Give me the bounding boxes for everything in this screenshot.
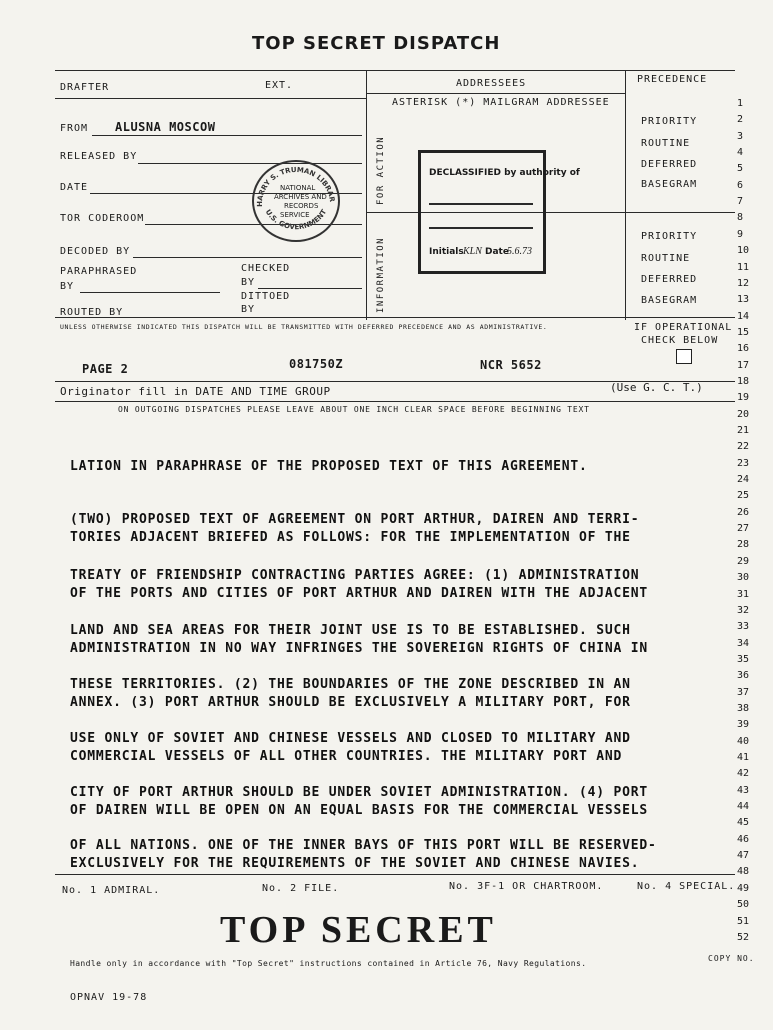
stamp-line-service: SERVICE [280, 211, 310, 219]
body-line-4: TREATY OF FRIENDSHIP CONTRACTING PARTIES AGREE: (1) ADMINISTRATION [70, 568, 640, 583]
form-top-rule [55, 70, 735, 71]
copy-2: No. 2 FILE. [262, 883, 340, 894]
date-stamp-label: Date [485, 247, 509, 257]
body-line-3: TORIES ADJACENT BRIEFED AS FOLLOWS: FOR THE IMPLEMENTATION OF THE [70, 530, 631, 545]
originator-note: Originator fill in DATE AND TIME GROUP [60, 385, 331, 398]
stamp-line-national: NATIONAL [280, 184, 316, 192]
stamp-ring-bottom: U.S. GOVERNMENT [263, 208, 329, 232]
line-number: 8 [737, 212, 744, 223]
dittoed-by-label: BY [241, 304, 256, 315]
line-number: 21 [737, 425, 750, 436]
prec-info-deferred: DEFERRED [641, 274, 698, 285]
body-line-11: COMMERCIAL VESSELS OF ALL OTHER COUNTRIES. THE MILITARY PORT AND [70, 749, 623, 764]
checked-label: CHECKED [241, 263, 291, 274]
line-number: 49 [737, 883, 750, 894]
line-number: 25 [737, 490, 750, 501]
line-number: 32 [737, 605, 750, 616]
copy-3: No. 3F-1 OR CHARTROOM. [449, 881, 604, 892]
date-label: DATE [60, 182, 89, 193]
line-number: 4 [737, 147, 744, 158]
line-number: 45 [737, 817, 750, 828]
line-number: 33 [737, 621, 750, 632]
line-number: 22 [737, 441, 750, 452]
form-bottom-rule [55, 317, 735, 318]
line-number: 23 [737, 458, 750, 469]
line-number: 7 [737, 196, 744, 207]
addressee-rule [366, 93, 625, 94]
ncr-number: NCR 5652 [480, 358, 542, 372]
operational-checkbox[interactable] [676, 349, 692, 364]
prec-info-priority: PRIORITY [641, 231, 698, 242]
top-secret-footer: TOP SECRET [220, 909, 497, 951]
ext-label: EXT. [265, 80, 294, 91]
line-number: 6 [737, 180, 744, 191]
operational-line-2: CHECK BELOW [641, 335, 719, 346]
released-by-label: RELEASED BY [60, 151, 138, 162]
outgoing-note: ON OUTGOING DISPATCHES PLEASE LEAVE ABOUT ONE INCH CLEAR SPACE BEFORE BEGINNING TEXT [118, 405, 590, 414]
addressees-label: ADDRESSEES [456, 78, 527, 89]
date-time-group: 081750Z [289, 357, 344, 371]
body-line-6: LAND AND SEA AREAS FOR THEIR JOINT USE IS TO BE ESTABLISHED. SUCH [70, 623, 631, 638]
line-number: 28 [737, 539, 750, 550]
declassified-rule-1 [429, 203, 533, 205]
line-number: 17 [737, 360, 750, 371]
prec-action-deferred: DEFERRED [641, 159, 698, 170]
from-label: FROM [60, 123, 89, 134]
line-number: 5 [737, 163, 744, 174]
paraphrased-by-label: BY [60, 281, 75, 292]
checked-rule [258, 288, 362, 289]
declassified-text: DECLASSIFIED by authority of [429, 168, 580, 178]
line-number: 46 [737, 834, 750, 845]
line-number: 38 [737, 703, 750, 714]
line-number: 24 [737, 474, 750, 485]
line-number: 27 [737, 523, 750, 534]
date-handwritten: 5.6.73 [507, 246, 532, 257]
line-number: 31 [737, 589, 750, 600]
copy-1: No. 1 ADMIRAL. [62, 885, 161, 896]
for-action-label: FOR ACTION [376, 135, 386, 205]
body-line-1: LATION IN PARAPHRASE OF THE PROPOSED TEXT OF THIS AGREEMENT. [70, 459, 588, 474]
body-line-8: THESE TERRITORIES. (2) THE BOUNDARIES OF THE ZONE DESCRIBED IN AN [70, 677, 631, 692]
body-line-2: (TWO) PROPOSED TEXT OF AGREEMENT ON PORT ARTHUR, DAIREN AND TERRI- [70, 512, 640, 527]
line-number: 51 [737, 916, 750, 927]
precedence-label: PRECEDENCE [637, 74, 708, 85]
prec-action-routine: ROUTINE [641, 138, 691, 149]
line-number: 48 [737, 866, 750, 877]
line-number: 35 [737, 654, 750, 665]
copies-rule [55, 874, 735, 875]
line-number: 41 [737, 752, 750, 763]
line-number: 36 [737, 670, 750, 681]
stamp-ring-text [254, 162, 338, 240]
decoded-by-label: DECODED BY [60, 246, 131, 257]
form-number: OPNAV 19-78 [70, 992, 148, 1003]
divider-right [625, 70, 626, 320]
line-number: 10 [737, 245, 750, 256]
information-label: INFORMATION [376, 236, 386, 313]
gct-note: (Use G. C. T.) [610, 381, 703, 394]
routed-by-label: ROUTED BY [60, 307, 124, 318]
tor-coderoom-label: TOR CODEROOM [60, 213, 145, 224]
line-number: 11 [737, 262, 750, 273]
declassified-rule-2 [429, 227, 533, 229]
line-number: 15 [737, 327, 750, 338]
line-number: 47 [737, 850, 750, 861]
dittoed-label: DITTOED [241, 291, 291, 302]
transmission-notice: UNLESS OTHERWISE INDICATED THIS DISPATCH WILL BE TRANSMITTED WITH DEFERRED PRECEDENCE AND AS ADMINISTRATIVE. [60, 323, 548, 331]
line-number: 30 [737, 572, 750, 583]
line-number: 20 [737, 409, 750, 420]
paraphrased-label: PARAPHRASED [60, 266, 138, 277]
line-number: 12 [737, 278, 750, 289]
body-line-10: USE ONLY OF SOVIET AND CHINESE VESSELS AND CLOSED TO MILITARY AND [70, 731, 631, 746]
handling-notice: Handle only in accordance with "Top Secret" instructions contained in Article 76, Navy Regulations. [70, 959, 587, 968]
body-line-13: OF DAIREN WILL BE OPEN ON AN EQUAL BASIS FOR THE COMMERCIAL VESSELS [70, 803, 648, 818]
from-rule [92, 135, 362, 136]
line-number: 16 [737, 343, 750, 354]
decoded-rule [133, 257, 362, 258]
body-line-9: ANNEX. (3) PORT ARTHUR SHOULD BE EXCLUSIVELY A MILITARY PORT, FOR [70, 695, 631, 710]
page-title: TOP SECRET DISPATCH [252, 33, 501, 54]
archive-stamp [252, 160, 340, 242]
paraphrased-rule [80, 292, 220, 293]
from-value: ALUSNA MOSCOW [115, 120, 216, 134]
prec-info-basegram: BASEGRAM [641, 295, 698, 306]
body-line-7: ADMINISTRATION IN NO WAY INFRINGES THE SOVEREIGN RIGHTS OF CHINA IN [70, 641, 648, 656]
line-number: 2 [737, 114, 744, 125]
line-number: 37 [737, 687, 750, 698]
line-number: 13 [737, 294, 750, 305]
prec-action-priority: PRIORITY [641, 116, 698, 127]
page-number: PAGE 2 [82, 362, 129, 376]
line-number: 40 [737, 736, 750, 747]
line-number: 50 [737, 899, 750, 910]
line-number: 26 [737, 507, 750, 518]
checked-by-label: BY [241, 277, 256, 288]
stamp-line-archives: ARCHIVES AND [274, 193, 327, 201]
body-line-14: OF ALL NATIONS. ONE OF THE INNER BAYS OF THIS PORT WILL BE RESERVED- [70, 838, 657, 853]
drafter-label: DRAFTER [60, 82, 110, 93]
operational-line-1: IF OPERATIONAL [634, 322, 733, 333]
declassified-stamp [418, 150, 580, 274]
line-number: 19 [737, 392, 750, 403]
line-number: 39 [737, 719, 750, 730]
line-number: 1 [737, 98, 744, 109]
initials-handwritten: KLN [463, 246, 482, 257]
mailgram-label: ASTERISK (*) MAILGRAM ADDRESSEE [392, 97, 610, 108]
drafter-rule [55, 98, 366, 99]
line-number: 42 [737, 768, 750, 779]
line-number: 14 [737, 311, 750, 322]
prec-action-basegram: BASEGRAM [641, 179, 698, 190]
line-number: 43 [737, 785, 750, 796]
copy-no-label: COPY NO. [708, 954, 755, 963]
divider-left [366, 70, 367, 320]
line-number: 18 [737, 376, 750, 387]
initials-label: Initials [429, 247, 464, 257]
line-number: 9 [737, 229, 744, 240]
originator-rule [55, 401, 735, 402]
line-number: 3 [737, 131, 744, 142]
body-line-15: EXCLUSIVELY FOR THE REQUIREMENTS OF THE SOVIET AND CHINESE NAVIES. [70, 856, 640, 871]
line-number: 29 [737, 556, 750, 567]
copy-4: No. 4 SPECIAL. [637, 881, 736, 892]
line-number: 44 [737, 801, 750, 812]
stamp-line-records: RECORDS [284, 202, 319, 210]
body-line-12: CITY OF PORT ARTHUR SHOULD BE UNDER SOVIET ADMINISTRATION. (4) PORT [70, 785, 648, 800]
line-number: 52 [737, 932, 750, 943]
stamp-ring-top: HARRY S. TRUMAN LIBRAR [255, 165, 336, 207]
line-number: 34 [737, 638, 750, 649]
prec-info-routine: ROUTINE [641, 253, 691, 264]
body-line-5: OF THE PORTS AND CITIES OF PORT ARTHUR AND DAIREN WITH THE ADJACENT [70, 586, 648, 601]
